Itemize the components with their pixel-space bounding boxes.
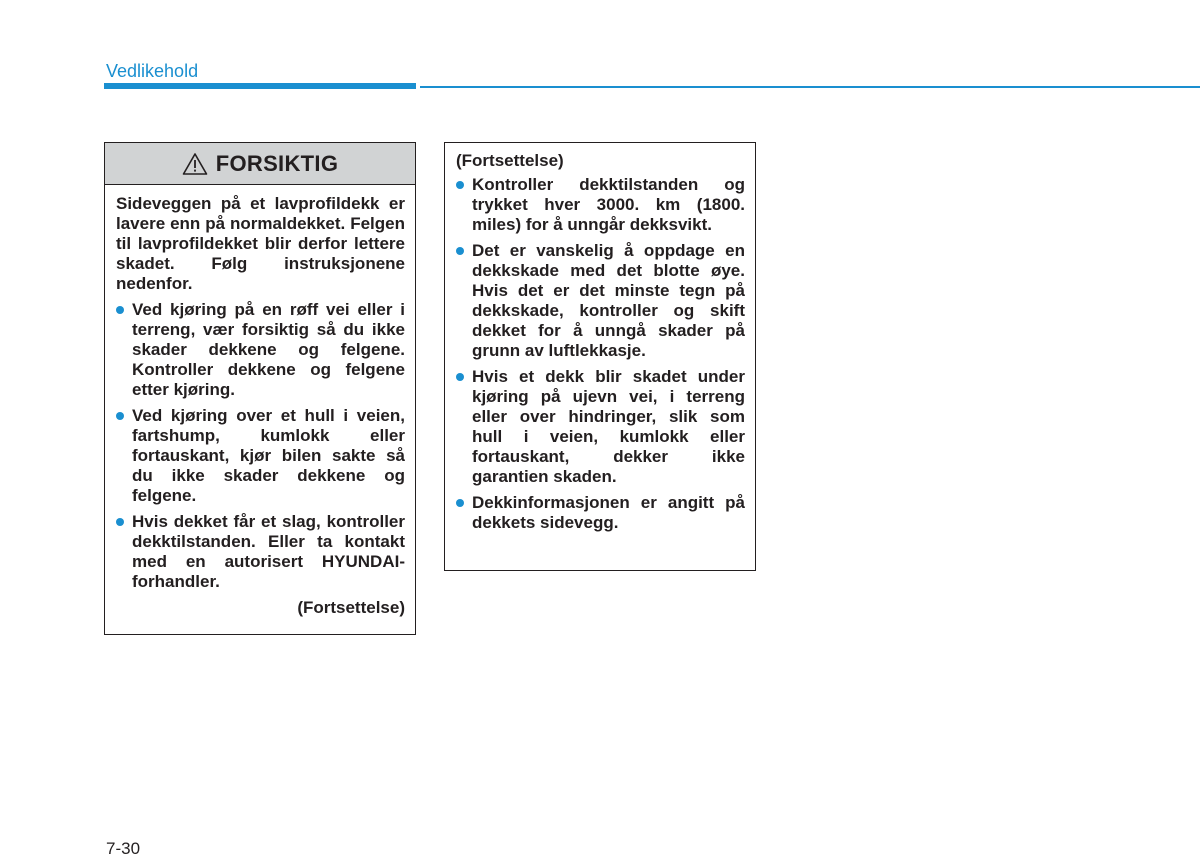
caution-intro: Sideveggen på et lavprofildekk er lavere enn på normaldekket. Felgen til lavprofildekket blir derfor lettere skadet. Følg instruksjonene nedenfor. [116,194,405,293]
bullet-text: Hvis dekket får et slag, kontroller dekktilstanden. Eller ta kontakt med en autorisert HYUNDAI-forhandler. [132,512,405,591]
list-item [116,300,405,400]
list-item [456,493,745,533]
caution-box [104,142,416,635]
bullet-icon [116,518,124,526]
bullet-icon [456,181,464,189]
continued-bullet-list [456,175,745,533]
caution-bullet-list [116,300,405,592]
header-rule-thin [420,86,1200,88]
list-item [456,241,745,361]
caution-title: FORSIKTIG [215,150,339,176]
bullet-text: Kontroller dekktilstanden og trykket hver 3000. km (1800. miles) for å unngår dekksvikt. [472,175,745,234]
continued-label: (Fortsettelse) [456,151,564,170]
header-rule-thick [104,83,416,89]
list-item [116,512,405,592]
caution-body [105,185,415,618]
list-item [456,367,745,487]
bullet-icon [116,412,124,420]
bullet-icon [456,247,464,255]
bullet-text: Dekkinformasjonen er angitt på dekkets sidevegg. [472,493,745,532]
bullet-icon [456,373,464,381]
list-item [456,175,745,235]
bullet-text: Hvis et dekk blir skadet under kjøring på ujevn vei, i terreng eller over hindringer, slik som hull i veien, kumlokk eller fortauskant, dekker ikke garantien skaden. [472,367,745,486]
caution-header [105,143,415,185]
page-number: 7-30 [106,839,141,858]
bullet-icon [116,306,124,314]
warning-triangle-icon [182,152,208,176]
continued-body [445,143,755,533]
continued-label: (Fortsettelse) [297,598,405,617]
continued-box [444,142,756,571]
bullet-text: Ved kjøring på en røff vei eller i terreng, vær forsiktig så du ikke skader dekkene og felgene. Kontroller dekkene og felgene etter kjøring. [132,300,405,399]
bullet-text: Det er vanskelig å oppdage en dekkskade med det blotte øye. Hvis det er det minste tegn på dekkskade, kontroller og skift dekket for å unngå skader på grunn av luftlekkasje. [472,241,745,360]
bullet-icon [456,499,464,507]
list-item [116,406,405,506]
section-title: Vedlikehold [106,61,199,81]
bullet-text: Ved kjøring over et hull i veien, fartshump, kumlokk eller fortauskant, kjør bilen sakte så du ikke skader dekkene og felgene. [132,406,405,505]
